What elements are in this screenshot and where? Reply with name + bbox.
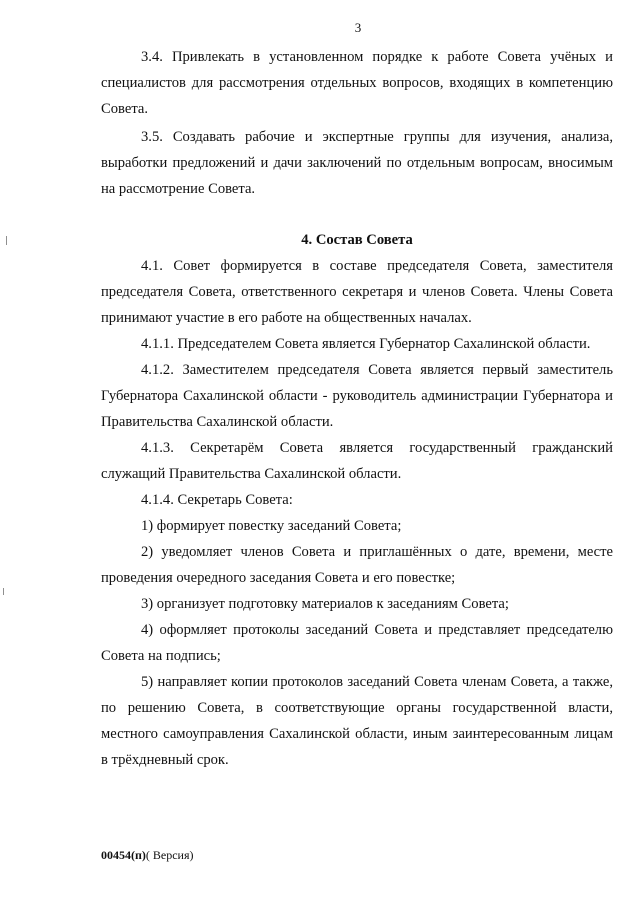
scan-mark: [3, 588, 4, 595]
paragraph-4-1-4: 4.1.4. Секретарь Совета:: [141, 492, 293, 508]
scan-mark: [6, 236, 7, 245]
paragraph-4-1-2: 4.1.2. Заместителем председателя Совета является первый заместитель Губернатора Сахалинской области - руководитель администрации Губернатора и Правительства Сахалинской области.: [101, 362, 613, 430]
paragraph-4-1-3: 4.1.3. Секретарём Совета является государственный гражданский служащий Правительства Сахалинской области.: [101, 440, 613, 482]
footer: [101, 848, 194, 863]
paragraph-3-5: 3.5. Создавать рабочие и экспертные группы для изучения, анализа, выработки предложений и дачи заключений по отдельным вопросам, вносимым на рассмотрение Совета.: [101, 129, 613, 197]
document-body: [101, 44, 613, 773]
list-item-3: 3) организует подготовку материалов к заседаниям Совета;: [141, 596, 509, 612]
list-item-1: 1) формирует повестку заседаний Совета;: [141, 518, 402, 534]
list-item-4: 4) оформляет протоколы заседаний Совета и представляет председателю Совета на подпись;: [101, 622, 613, 664]
footer-code: 00454(п): [101, 848, 146, 862]
paragraph-3-4: 3.4. Привлекать в установленном порядке к работе Совета учёных и специалистов для рассмотрения отдельных вопросов, входящих в компетенцию Совета.: [101, 49, 613, 117]
list-item-5: 5) направляет копии протоколов заседаний Совета членам Совета, а также, по решению Совета, в соответствующие органы государственной власти, местного самоуправления Сахалинской области, иным заинтересованным лицам в трёхдневный срок.: [101, 674, 613, 768]
page-number: 3: [354, 20, 362, 35]
section-title: 4. Состав Совета: [301, 232, 413, 248]
footer-label: ( Версия): [145, 848, 194, 862]
paragraph-4-1: 4.1. Совет формируется в составе председателя Совета, заместителя председателя Совета, ответственного секретаря и членов Совета. Члены Совета принимают участие в его работе на общественных началах.: [101, 258, 613, 326]
paragraph-4-1-1: 4.1.1. Председателем Совета является Губернатор Сахалинской области.: [141, 336, 591, 352]
list-item-2: 2) уведомляет членов Совета и приглашённых о дате, времени, месте проведения очередного заседания Совета и его повестке;: [101, 544, 613, 586]
